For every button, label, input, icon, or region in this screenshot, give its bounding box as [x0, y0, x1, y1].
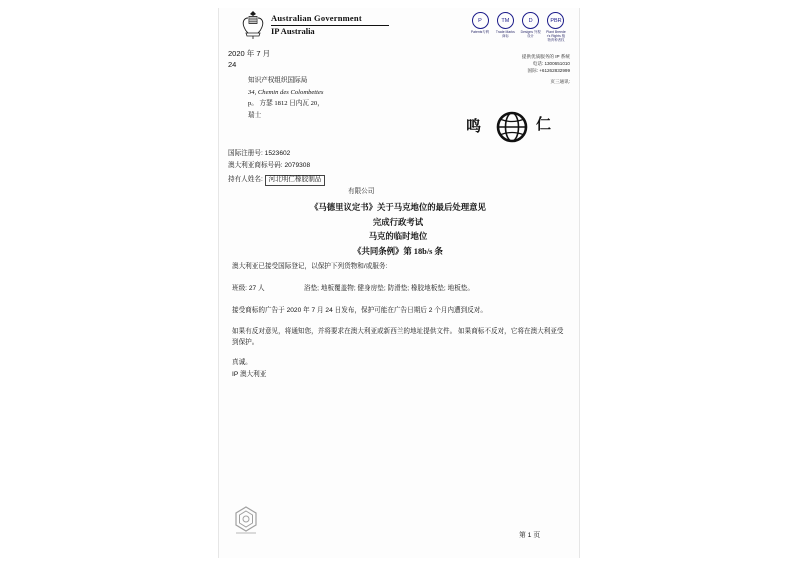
badge-glyph: TM	[497, 12, 514, 29]
address-line-4: 瑞士	[248, 111, 262, 119]
contact-block	[466, 54, 570, 86]
australian-coat-of-arms-icon	[240, 10, 266, 40]
official-seal	[466, 103, 552, 149]
reference-row	[228, 160, 325, 172]
address-line-3: p。 方瑟 1812 日内瓦 20，	[248, 100, 324, 108]
address-line-2: 34, Chemin des Colombettes	[248, 88, 324, 96]
paragraph-signoff: 真诚。	[232, 359, 252, 366]
address-line-1: 知识产权组织国际局	[248, 77, 308, 84]
table-row	[232, 284, 478, 295]
title-line-1: 《马德里议定书》关于马克地位的最后处理意见	[310, 203, 486, 212]
badge-glyph: P	[472, 12, 489, 29]
reference-block	[228, 148, 325, 187]
badge-label: Patents专利	[470, 30, 490, 34]
australian-trademark-label: 澳大利亚商标号码:	[228, 162, 283, 170]
holder-name-continuation: 有限公司	[348, 188, 375, 195]
class-number-cell: 班级: 27 人	[232, 285, 265, 292]
paragraph-advertisement: 接受商标的广告于 2020 年 7 月 24 日发布，保护可能在广告日期后 2 个月内遭到反对。	[232, 307, 487, 314]
badge-plant-breeders-rights	[546, 12, 566, 43]
contact-line-2: 电话: 1300651010	[532, 60, 570, 66]
agency-line: IP Australia	[271, 26, 315, 36]
international-registration-label: 国际注册号:	[228, 150, 263, 157]
class-description-cell: 浴垫; 地板覆盖物; 健身房垫; 防滑垫; 橡胶地板垫; 地板垫。	[304, 285, 474, 292]
page-number: 第 1 页	[519, 532, 541, 539]
badge-trademarks	[495, 12, 515, 43]
goods-and-services-table	[232, 284, 568, 295]
title-line-2: 完成行政考试	[372, 217, 424, 227]
badge-patents	[470, 12, 490, 43]
badge-label: Trade Marks 商标	[495, 30, 515, 38]
badge-label: Designs 外观设计	[520, 30, 541, 38]
badge-designs	[521, 12, 541, 43]
letterhead	[240, 10, 390, 40]
seal-right-character: 仁	[536, 117, 552, 133]
letter-title	[218, 201, 578, 260]
holder-name-value: 河北明仁橡胶制品	[265, 175, 326, 186]
seal-left-character: 鸣	[466, 119, 482, 135]
title-line-3: 马克的临时地位	[368, 232, 428, 242]
certification-seal-icon	[231, 505, 261, 535]
globe-stamp-icon	[492, 107, 532, 147]
government-line: Australian Government	[271, 13, 362, 24]
contact-line-1: 提供优质服务的 IP 系统	[521, 54, 570, 59]
reference-row	[228, 174, 325, 186]
badge-glyph: PBR	[547, 12, 564, 29]
recipient-address	[248, 75, 324, 121]
contact-line-4: 页三通讯:	[550, 78, 570, 84]
paragraph-acceptance: 澳大利亚已接受国际登记，以保护下列货物和/或服务:	[232, 263, 388, 270]
letter-date-day: 24	[228, 60, 237, 69]
holder-name-label: 持有人姓名:	[228, 176, 263, 184]
badge-glyph: D	[522, 12, 539, 29]
international-registration-value: 1523602	[264, 150, 291, 157]
paragraph-opposition: 如果有反对意见，将通知您，并将要求在澳大利亚或新西兰的地址提供文件。 如果商标不反对，它将在澳大利亚受到保护。	[232, 328, 564, 346]
title-line-4: 《共同条例》第 18b/s 条	[353, 247, 443, 257]
badge-label: Plant Breeder's Rights 植物育种者权	[546, 30, 566, 42]
ip-rights-badges	[470, 12, 566, 43]
letter-date: 2020 年 7 月	[228, 49, 271, 58]
reference-row	[228, 148, 325, 160]
australian-trademark-value: 2079308	[284, 162, 311, 170]
contact-line-3: 国际: +61262832999	[527, 67, 570, 73]
paragraph-signature: IP 澳大利亚	[232, 371, 267, 378]
